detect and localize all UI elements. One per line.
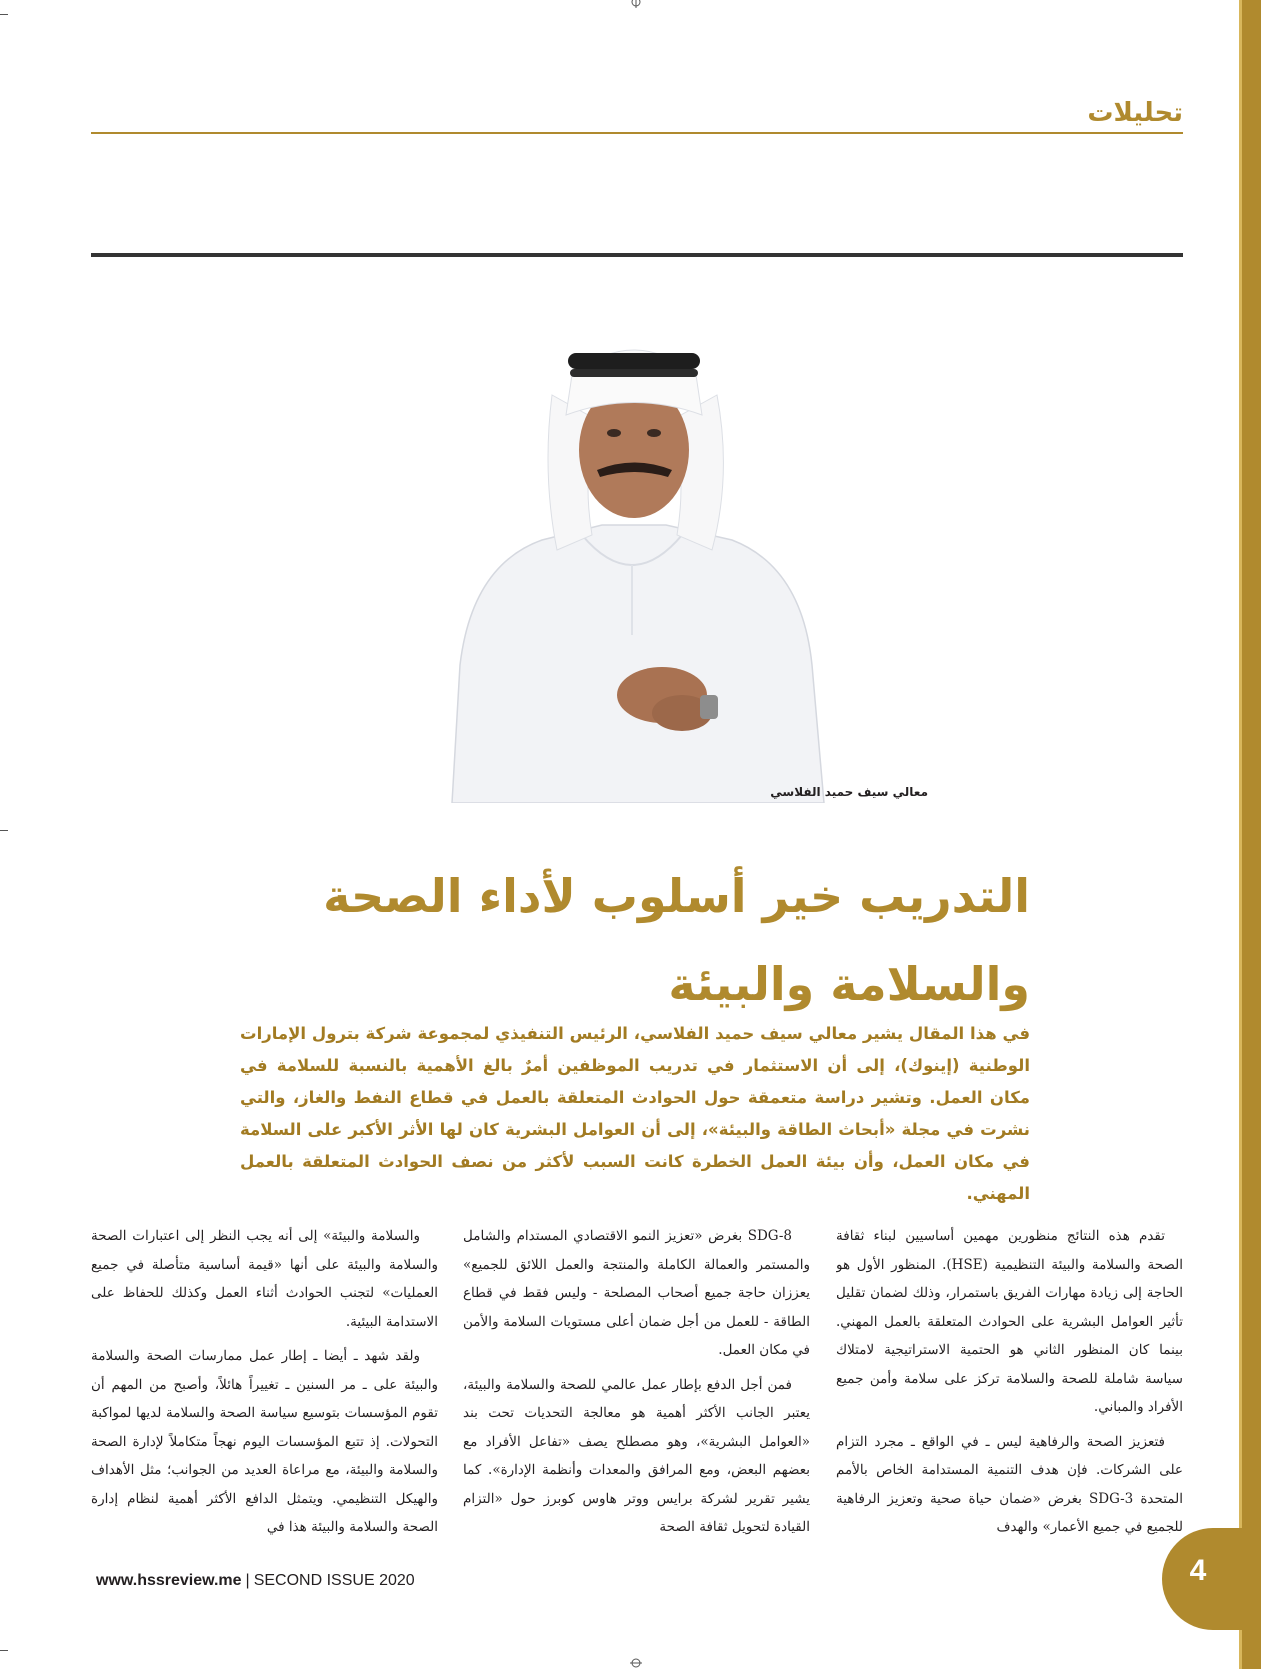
page-footer [96,1572,415,1590]
footer-separator: | [245,1572,250,1589]
page-number: 4 [1189,1554,1207,1587]
gold-bar-highlight [1239,0,1242,1669]
footer-website-link[interactable]: www.hssreview.me [96,1572,242,1589]
headline-line-2: والسلامة والبيئة [668,957,1030,1011]
body-column-1 [836,1222,1183,1542]
portrait-caption: معالي سيف حميد الفلاسي [770,785,928,799]
crop-mark-bottom-left [0,1650,8,1651]
author-portrait [432,335,836,803]
body-paragraph: فمن أجل الدفع بإطار عمل عالمي للصحة والسلامة والبيئة، يعتبر الجانب الأكثر أهمية هو معالجة التحديات تحت بند «العوامل البشرية»، وهو مصطلح يصف «تفاعل الأفراد مع بعضهم البعض، ومع المرافق والمعدات وأنظمة الإدارة». كما يشير تقرير لشركة برايس ووتر هاوس كوبرز حول «التزام القيادة لتحويل ثقافة الصحة [463,1376,810,1535]
body-paragraph: ولقد شهد ـ أيضا ـ إطار عمل ممارسات الصحة والسلامة والبيئة على ـ مر السنين ـ تغييراً هائلاً، وأصبح من المهم أن تقوم المؤسسات بتوسيع سياسة الصحة والسلامة لديها لمواكبة التحولات. إذ تتبع المؤسسات اليوم نهجاً متكاملاً لإدارة الصحة والسلامة والبيئة، مع مراعاة العديد من الجوانب؛ مثل الأهداف والهيكل التنظيمي. ويتمثل الدافع الأكثر أهمية لنظام إدارة الصحة والسلامة والبيئة هذا في [91,1348,438,1535]
body-paragraph: فتعزيز الصحة والرفاهية ليس ـ في الواقع ـ مجرد التزام على الشركات. فإن هدف التنمية المستدامة الخاص بالأمم المتحدة SDG-3 بغرض «ضمان حياة صحية وتعزيز الرفاهية للجميع في جميع الأعمار» والهدف [836,1433,1183,1535]
crop-mark-mid-left [0,830,8,831]
body-column-3 [91,1222,438,1542]
article-lead: في هذا المقال يشير معالي سيف حميد الفلاسي، الرئيس التنفيذي لمجموعة شركة بترول الإمارات الوطنية (إينوك)، إلى أن الاستثمار في تدريب الموظفين أمرٌ بالغ الأهمية بالنسبة للسلامة في مكان العمل. وتشير دراسة متعمقة حول الحوادث المتعلقة بالعمل في قطاع النفط والغاز، والتي نشرت في مجلة «أبحاث الطاقة والبيئة»، إلى أن العوامل البشرية كان لها الأثر الأكبر على السلامة في مكان العمل، وأن بيئة العمل الخطرة كانت السبب لأكثر من نصف الحوادث المتعلقة بالعمل المهني. [240,1024,1030,1203]
crop-mark-top-left [0,14,8,15]
right-gold-bar [1239,0,1261,1669]
header-dark-rule [91,253,1183,257]
registration-mark-bottom [628,1655,644,1669]
section-title: تحليلات [1087,98,1183,128]
header-gold-rule [91,132,1183,134]
footer-issue: SECOND ISSUE 2020 [253,1572,415,1589]
page-number-tab [1162,1528,1261,1630]
body-column-2 [463,1222,810,1542]
headline-line-1: التدريب خير أسلوب لأداء الصحة [323,869,1030,923]
body-paragraph: والسلامة والبيئة» إلى أنه يجب النظر إلى اعتبارات الصحة والسلامة والبيئة على أنها «قيمة أساسية متأصلة في جميع العمليات» لتجنب الحوادث أثناء العمل وكذلك للحفاظ على الاستدامة البيئية. [91,1228,438,1330]
article-headline [200,852,1030,1028]
body-paragraph: SDG-8 بغرض «تعزيز النمو الاقتصادي المستدام والشامل والمستمر والعمالة الكاملة والمنتجة والعمل اللائق للجميع» يعززان حاجة جميع أصحاب المصلحة - وليس فقط في قطاع الطاقة - للعمل من أجل ضمان أعلى مستويات السلامة والأمن في مكان العمل. [463,1228,810,1358]
body-paragraph: تقدم هذه النتائج منظورين مهمين أساسيين لبناء ثقافة الصحة والسلامة والبيئة التنظيمية (HSE). المنظور الأول هو الحاجة إلى زيادة مهارات الفريق باستمرار، وذلك لضمان تقليل تأثير العوامل البشرية على الحوادث المتعلقة بالعمل المهني. بينما كان المنظور الثاني هو الحتمية الاستراتيجية لامتلاك سياسة شاملة للصحة والسلامة تركز على سلامة وأمن جميع الأفراد والمباني. [836,1228,1183,1415]
registration-mark-top [628,0,644,10]
